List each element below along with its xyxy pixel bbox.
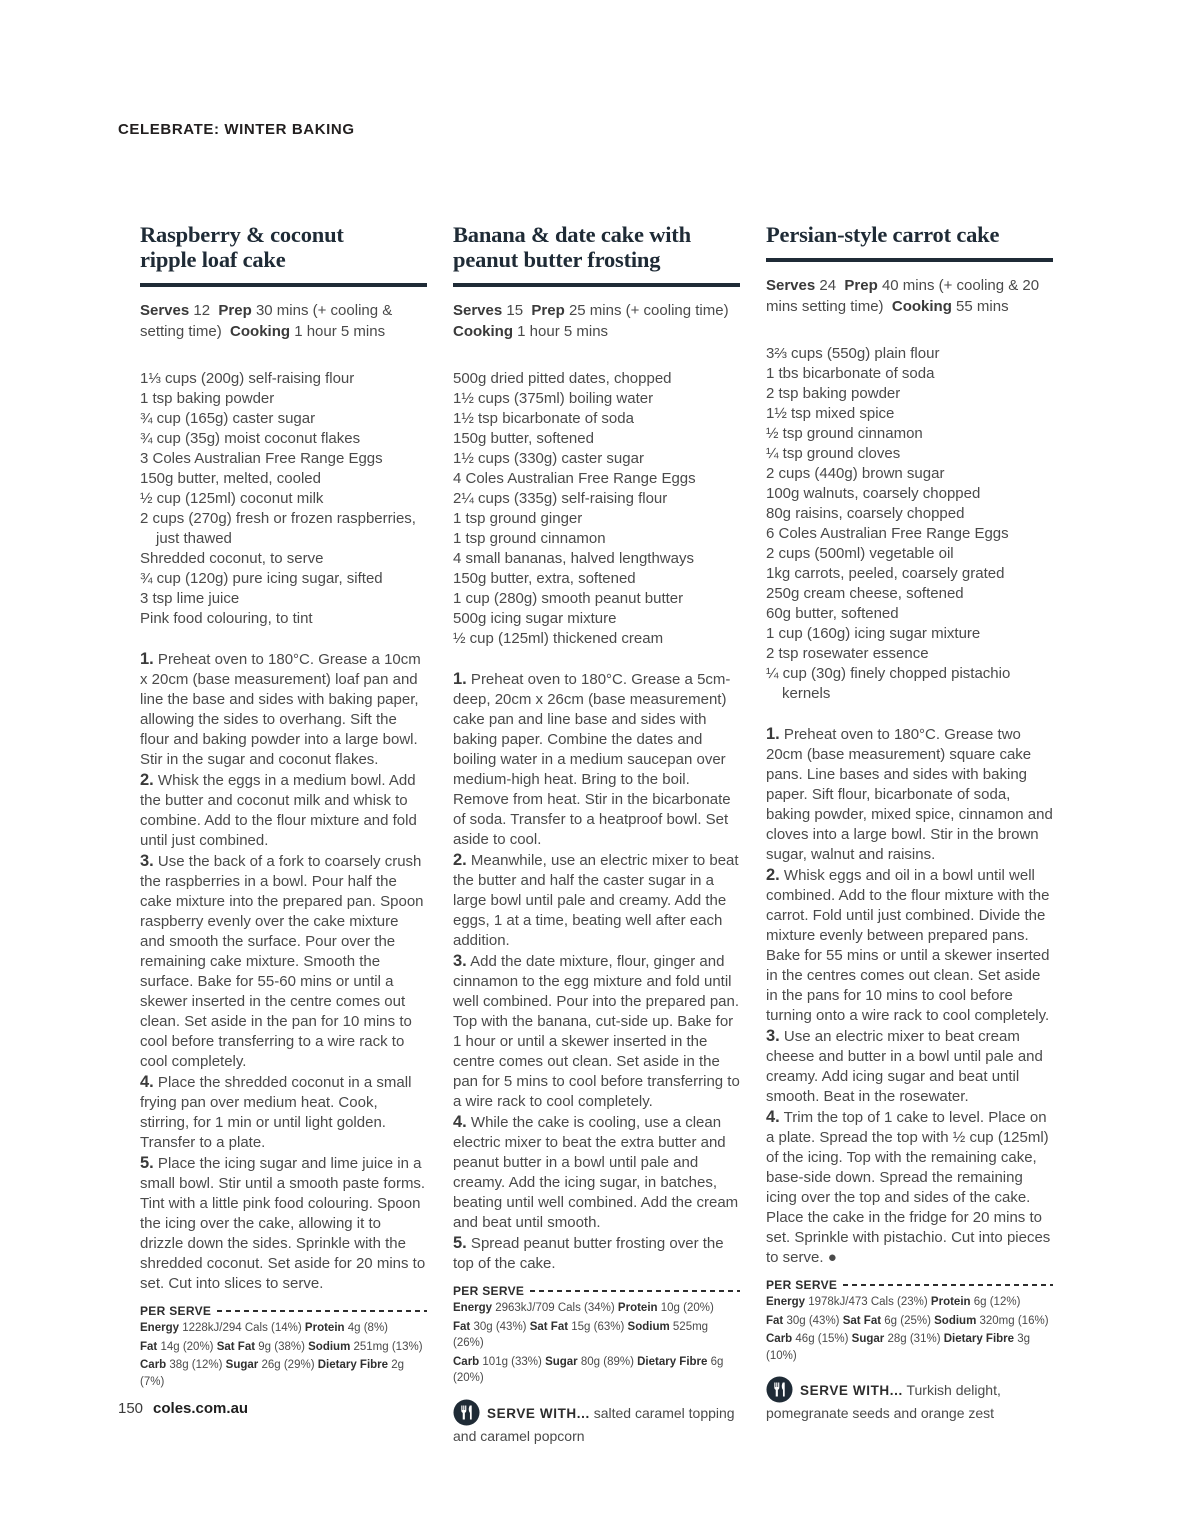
meta-label: Serves <box>453 302 507 319</box>
nutrition-lines <box>453 1300 740 1387</box>
ingredient-item: 1½ cups (375ml) boiling water <box>453 390 654 407</box>
meta-value: 30 mins (+ cooling & setting time) <box>140 302 393 340</box>
nutrition-label: Sugar <box>545 1355 581 1368</box>
nutrition-value: 3g (10%) <box>766 1333 1031 1362</box>
nutrition-label: Energy <box>766 1296 809 1308</box>
step-text: Whisk eggs and oil in a bowl until well combined. Add to the flour mixture with the carrot. Fold until just combined. Divide the mixture evenly between prepared pans. Bake for 55 mins or until a skewer inserted in the centres comes out clean. Set aside in the pans for 10 mins to cool before turning onto a wire rack to cool completely. <box>766 867 1050 1024</box>
meta-label: Serves <box>766 277 820 294</box>
nutrition-label: Sodium <box>308 1340 354 1353</box>
meta-value: 12 <box>193 302 219 319</box>
per-serve-label: PER SERVE <box>140 1304 212 1318</box>
ingredient-item: 500g icing sugar mixture <box>453 610 617 627</box>
nutrition-label: Sodium <box>934 1314 980 1327</box>
nutrition-value: 6g (12%) <box>973 1296 1021 1308</box>
step-text: Spread peanut butter frosting over the top of the cake. <box>453 1235 724 1272</box>
step-number: 3. <box>140 852 154 870</box>
ingredient-list <box>453 369 740 649</box>
nutrition-label: Protein <box>617 1302 661 1314</box>
nutrition-lines <box>140 1320 427 1390</box>
ingredient-item: 1 tsp ground ginger <box>453 510 583 527</box>
nutrition-value: 10g (20%) <box>660 1302 714 1314</box>
recipe-title-line: peanut butter frosting <box>453 247 661 272</box>
nutrition-label: Protein <box>304 1322 348 1334</box>
step-number: 2. <box>766 866 780 884</box>
ingredient-item: 150g butter, melted, cooled <box>140 470 321 487</box>
ingredient-item: 1½ cups (330g) caster sugar <box>453 450 644 467</box>
meta-label: Prep <box>531 302 569 319</box>
step-number: 1. <box>453 670 467 688</box>
nutrition-value: 15g (63%) <box>571 1320 628 1333</box>
step-text: Meanwhile, use an electric mixer to beat the butter and half the caster sugar in a large bowl until pale and creamy. Add the eggs, 1 at a time, beating well after each addition. <box>453 852 739 949</box>
step-text: Add the date mixture, flour, ginger and cinnamon to the egg mixture and fold until well combined. Pour into the prepared pan. Top with the banana, cut-side up. Bake for 1 hour or until a skewer inserted in the centre comes out clean. Set aside in the pan for 5 mins to cool before transferring to a wire rack to cool completely. <box>453 953 740 1110</box>
meta-value: 25 mins (+ cooling time) <box>568 302 733 319</box>
ingredient-item: 60g butter, softened <box>766 605 899 622</box>
nutrition-line <box>140 1320 427 1337</box>
ingredient-item: ½ cup (125ml) coconut milk <box>140 490 324 507</box>
step-text: Preheat oven to 180°C. Grease a 10cm x 20cm (base measurement) loaf pan and line the base and sides with baking paper, allowing the sides to overhang. Sift the flour and baking powder into a large bowl. Stir in the sugar and coconut flakes. <box>140 651 421 768</box>
step-number: 4. <box>453 1113 467 1131</box>
nutrition-value: 80g (89%) <box>580 1355 638 1368</box>
nutrition-value: 6g (20%) <box>453 1355 724 1384</box>
ingredient-item: 250g cream cheese, softened <box>766 585 964 602</box>
nutrition-label: Fat <box>140 1340 161 1353</box>
ingredient-item: 3⅔ cups (550g) plain flour <box>766 345 940 362</box>
nutrition-label: Carb <box>140 1359 170 1371</box>
meta-value: 55 mins <box>956 298 1009 315</box>
ingredient-item: 150g butter, extra, softened <box>453 570 636 587</box>
per-serve-dashes <box>843 1279 1053 1291</box>
footer-website: coles.com.au <box>153 1400 249 1417</box>
step-number: 3. <box>453 952 467 970</box>
recipe-column <box>766 222 1053 1446</box>
nutrition-value: 30g (43%) <box>786 1314 843 1327</box>
nutrition-value: 525mg (26%) <box>453 1320 709 1349</box>
per-serve-label: PER SERVE <box>453 1284 525 1298</box>
title-rule <box>453 283 740 287</box>
nutrition-value: 4g (8%) <box>347 1322 389 1334</box>
per-serve-dashes <box>217 1305 427 1317</box>
step-number: 3. <box>766 1027 780 1045</box>
per-serve-heading <box>766 1278 1053 1292</box>
nutrition-value: 320mg (16%) <box>979 1314 1049 1327</box>
step-text: Whisk the eggs in a medium bowl. Add the butter and coconut milk and whisk to combine. Add to the flour mixture and fold until just combined. <box>140 772 417 849</box>
method-step <box>453 669 740 850</box>
nutrition-label: Energy <box>140 1322 183 1334</box>
nutrition-line <box>766 1294 1053 1311</box>
serve-with-text: salted caramel topping and caramel popcorn <box>453 1404 735 1444</box>
serve-with-label: SERVE WITH... <box>487 1405 590 1421</box>
serve-with <box>453 1399 740 1446</box>
title-rule <box>140 283 427 287</box>
per-serve-label: PER SERVE <box>766 1278 838 1292</box>
step-text: Preheat oven to 180°C. Grease a 5cm-deep, 20cm x 26cm (base measurement) cake pan and line base and sides with baking paper. Combine the dates and boiling water in a medium saucepan over medium-high heat. Bring to the boil. Remove from heat. Stir in the bicarbonate of soda. Transfer to a heatproof bowl. Set aside to cool. <box>453 671 731 848</box>
step-text: Place the icing sugar and lime juice in a small bowl. Stir until a smooth paste forms. Tint with a little pink food colouring. Spoon the icing over the cake, allowing it to drizzle down the sides. Sprinkle with the shredded coconut. Set aside for 20 mins to set. Cut into slices to serve. <box>140 1155 426 1292</box>
method-step <box>766 1026 1053 1107</box>
method-step <box>766 865 1053 1026</box>
ingredient-item: 2 cups (270g) fresh or frozen raspberries, just thawed <box>140 510 416 547</box>
nutrition-label: Sugar <box>225 1359 262 1371</box>
method-step <box>453 951 740 1112</box>
ingredient-item: 1 cup (160g) icing sugar mixture <box>766 625 981 642</box>
nutrition-label: Carb <box>453 1355 483 1368</box>
recipe-title-line: Banana & date cake with <box>453 222 691 247</box>
ingredient-item: 4 Coles Australian Free Range Eggs <box>453 470 696 487</box>
ingredient-item: 3 Coles Australian Free Range Eggs <box>140 450 383 467</box>
nutrition-label: Sat Fat <box>529 1320 572 1333</box>
end-of-recipe-dot: ● <box>823 1249 837 1266</box>
nutrition-label: Protein <box>930 1296 974 1308</box>
method-step <box>766 724 1053 865</box>
nutrition-lines <box>766 1294 1053 1364</box>
ingredient-item: 6 Coles Australian Free Range Eggs <box>766 525 1009 542</box>
nutrition-line <box>766 1331 1053 1364</box>
nutrition-label: Dietary Fibre <box>637 1355 711 1368</box>
nutrition-value: 2g (7%) <box>140 1359 405 1388</box>
per-serve-panel <box>453 1284 740 1387</box>
ingredient-item: 2¼ cups (335g) self-raising flour <box>453 490 668 507</box>
recipe-title-line: Raspberry & coconut <box>140 222 344 247</box>
step-number: 5. <box>140 1154 154 1172</box>
ingredient-item: 1 cup (280g) smooth peanut butter <box>453 590 684 607</box>
meta-label: Prep <box>844 277 882 294</box>
ingredient-item: 80g raisins, coarsely chopped <box>766 505 965 522</box>
step-text: While the cake is cooling, use a clean electric mixer to beat the extra butter and peanut butter in a bowl until pale and creamy. Add the icing sugar, in batches, beating until well combined. Add the cream and beat until smooth. <box>453 1114 739 1231</box>
meta-value: 1 hour 5 mins <box>517 323 609 340</box>
ingredient-item: 1 tsp ground cinnamon <box>453 530 606 547</box>
recipe-title <box>453 222 740 272</box>
meta-label: Serves <box>140 302 194 319</box>
per-serve-panel <box>766 1278 1053 1364</box>
step-number: 2. <box>140 771 154 789</box>
nutrition-value: 9g (38%) <box>258 1340 309 1353</box>
recipe-column <box>140 222 427 1446</box>
recipe-meta <box>453 300 740 342</box>
recipes-row <box>140 222 1052 1446</box>
ingredient-list <box>140 369 427 629</box>
ingredient-item: ¾ cup (165g) caster sugar <box>140 410 316 427</box>
nutrition-value: 30g (43%) <box>473 1320 530 1333</box>
ingredient-item: ¼ tsp ground cloves <box>766 445 901 462</box>
nutrition-label: Sat Fat <box>842 1314 885 1327</box>
ingredient-item: 3 tsp lime juice <box>140 590 240 607</box>
meta-value: 24 <box>819 277 845 294</box>
step-text: Trim the top of 1 cake to level. Place on a plate. Spread the top with ½ cup (125ml) of the icing. Top with the remaining cake, base-side down. Spread the remaining icing over the top and sides of the cake. Place the cake in the fridge for 20 mins to set. Sprinkle with pistachio. Cut into pieces to serve. <box>766 1109 1051 1266</box>
step-number: 4. <box>766 1108 780 1126</box>
step-number: 5. <box>453 1234 467 1252</box>
ingredient-item: 2 tsp rosewater essence <box>766 645 929 662</box>
title-rule <box>766 258 1053 262</box>
ingredient-item: 1 tbs bicarbonate of soda <box>766 365 935 382</box>
serve-with-label: SERVE WITH... <box>800 1383 903 1398</box>
nutrition-label: Energy <box>453 1302 496 1314</box>
meta-label: Cooking <box>453 323 518 340</box>
nutrition-value: 101g (33%) <box>482 1355 546 1368</box>
meta-label: Prep <box>218 302 256 319</box>
recipe-title-line: ripple loaf cake <box>140 247 286 272</box>
step-number: 1. <box>140 650 154 668</box>
ingredient-item: 4 small bananas, halved lengthways <box>453 550 694 567</box>
ingredient-item: ½ cup (125ml) thickened cream <box>453 630 664 647</box>
recipe-title <box>766 222 1053 247</box>
serve-with-text: Turkish delight, pomegranate seeds and orange zest <box>766 1382 1001 1421</box>
step-text: Preheat oven to 180°C. Grease two 20cm (base measurement) square cake pans. Line bases and sides with baking paper. Sift flour, bicarbonate of soda, baking powder, mixed spice, cinnamon and cloves into a large bowl. Stir in the brown sugar, walnut and raisins. <box>766 726 1053 863</box>
method-steps <box>140 649 427 1294</box>
nutrition-label: Sat Fat <box>216 1340 259 1353</box>
method-step <box>453 850 740 951</box>
method-step <box>453 1233 740 1274</box>
ingredient-item: 100g walnuts, coarsely chopped <box>766 485 981 502</box>
page-footer <box>118 1400 248 1417</box>
nutrition-label: Dietary Fibre <box>943 1333 1018 1345</box>
per-serve-dashes <box>530 1285 740 1297</box>
method-steps <box>453 669 740 1274</box>
ingredient-item: ¼ cup (30g) finely chopped pistachio kernels <box>766 665 1011 702</box>
nutrition-value: 1228kJ/294 Cals (14%) <box>182 1322 305 1334</box>
page-number: 150 <box>118 1400 144 1417</box>
nutrition-value: 26g (29%) <box>261 1359 318 1371</box>
meta-value: 40 mins (+ cooling & 20 mins setting time) <box>766 277 1040 315</box>
step-text: Use an electric mixer to beat cream cheese and butter in a bowl until pale and creamy. Add icing sugar and beat until smooth. Beat in the rosewater. <box>766 1028 1043 1105</box>
cutlery-icon <box>453 1399 480 1426</box>
recipe-title-line: Persian-style carrot cake <box>766 222 1000 247</box>
nutrition-label: Dietary Fibre <box>317 1359 392 1371</box>
ingredient-item: 150g butter, softened <box>453 430 594 447</box>
ingredient-item: 500g dried pitted dates, chopped <box>453 370 672 387</box>
per-serve-panel <box>140 1304 427 1390</box>
serve-with <box>766 1376 1053 1423</box>
method-steps <box>766 724 1053 1268</box>
ingredient-item: 2 cups (500ml) vegetable oil <box>766 545 954 562</box>
ingredient-item: 1 tsp baking powder <box>140 390 275 407</box>
step-number: 4. <box>140 1073 154 1091</box>
method-step <box>140 649 427 770</box>
nutrition-value: 251mg (13%) <box>353 1340 423 1353</box>
nutrition-label: Sugar <box>851 1333 888 1345</box>
nutrition-label: Carb <box>766 1333 796 1345</box>
step-text: Use the back of a fork to coarsely crush the raspberries in a bowl. Pour half the cake mixture into the prepared pan. Spoon raspberry evenly over the cake mixture and smooth the surface. Pour over the remaining cake mixture. Smooth the surface. Bake for 55-60 mins or until a skewer inserted in the centre comes out clean. Set aside in the pan for 10 mins to cool before transferring to a wire rack to cool completely. <box>140 853 424 1070</box>
ingredient-item: Shredded coconut, to serve <box>140 550 324 567</box>
recipe-column <box>453 222 740 1446</box>
nutrition-line <box>453 1354 740 1387</box>
nutrition-value: 46g (15%) <box>795 1333 852 1345</box>
meta-value: 15 <box>506 302 532 319</box>
cutlery-icon <box>766 1376 793 1403</box>
method-step <box>453 1112 740 1233</box>
ingredient-item: 2 tsp baking powder <box>766 385 901 402</box>
meta-label: Cooking <box>891 298 957 315</box>
meta-label: Cooking <box>230 323 295 340</box>
nutrition-line <box>453 1319 740 1352</box>
method-step <box>140 1153 427 1294</box>
nutrition-label: Sodium <box>627 1320 673 1333</box>
nutrition-line <box>766 1313 1053 1330</box>
ingredient-item: 1½ tsp bicarbonate of soda <box>453 410 634 427</box>
nutrition-value: 6g (25%) <box>884 1314 935 1327</box>
recipe-meta <box>766 275 1053 317</box>
section-kicker: CELEBRATE: WINTER BAKING <box>118 121 355 138</box>
step-number: 2. <box>453 851 467 869</box>
ingredient-list <box>766 344 1053 704</box>
method-step <box>140 770 427 851</box>
ingredient-item: Pink food colouring, to tint <box>140 610 313 627</box>
nutrition-value: 2963kJ/709 Cals (34%) <box>495 1302 618 1314</box>
recipe-title <box>140 222 427 272</box>
ingredient-item: ¾ cup (120g) pure icing sugar, sifted <box>140 570 383 587</box>
method-step <box>766 1107 1053 1268</box>
ingredient-item: 2 cups (440g) brown sugar <box>766 465 945 482</box>
nutrition-line <box>140 1339 427 1356</box>
nutrition-line <box>453 1300 740 1317</box>
ingredient-item: ¾ cup (35g) moist coconut flakes <box>140 430 361 447</box>
per-serve-heading <box>453 1284 740 1298</box>
ingredient-item: ½ tsp ground cinnamon <box>766 425 923 442</box>
ingredient-item: 1½ tsp mixed spice <box>766 405 895 422</box>
ingredient-item: 1kg carrots, peeled, coarsely grated <box>766 565 1005 582</box>
step-text: Place the shredded coconut in a small frying pan over medium heat. Cook, stirring, for 1 min or until light golden. Transfer to a plate. <box>140 1074 412 1151</box>
nutrition-label: Fat <box>766 1314 787 1327</box>
nutrition-line <box>140 1357 427 1390</box>
nutrition-value: 38g (12%) <box>169 1359 226 1371</box>
per-serve-heading <box>140 1304 427 1318</box>
method-step <box>140 1072 427 1153</box>
nutrition-value: 14g (20%) <box>160 1340 217 1353</box>
ingredient-item: 1⅓ cups (200g) self-raising flour <box>140 370 355 387</box>
nutrition-label: Fat <box>453 1320 474 1333</box>
method-step <box>140 851 427 1072</box>
nutrition-value: 28g (31%) <box>887 1333 944 1345</box>
step-number: 1. <box>766 725 780 743</box>
nutrition-value: 1978kJ/473 Cals (23%) <box>808 1296 931 1308</box>
meta-value: 1 hour 5 mins <box>294 323 386 340</box>
recipe-meta <box>140 300 427 342</box>
